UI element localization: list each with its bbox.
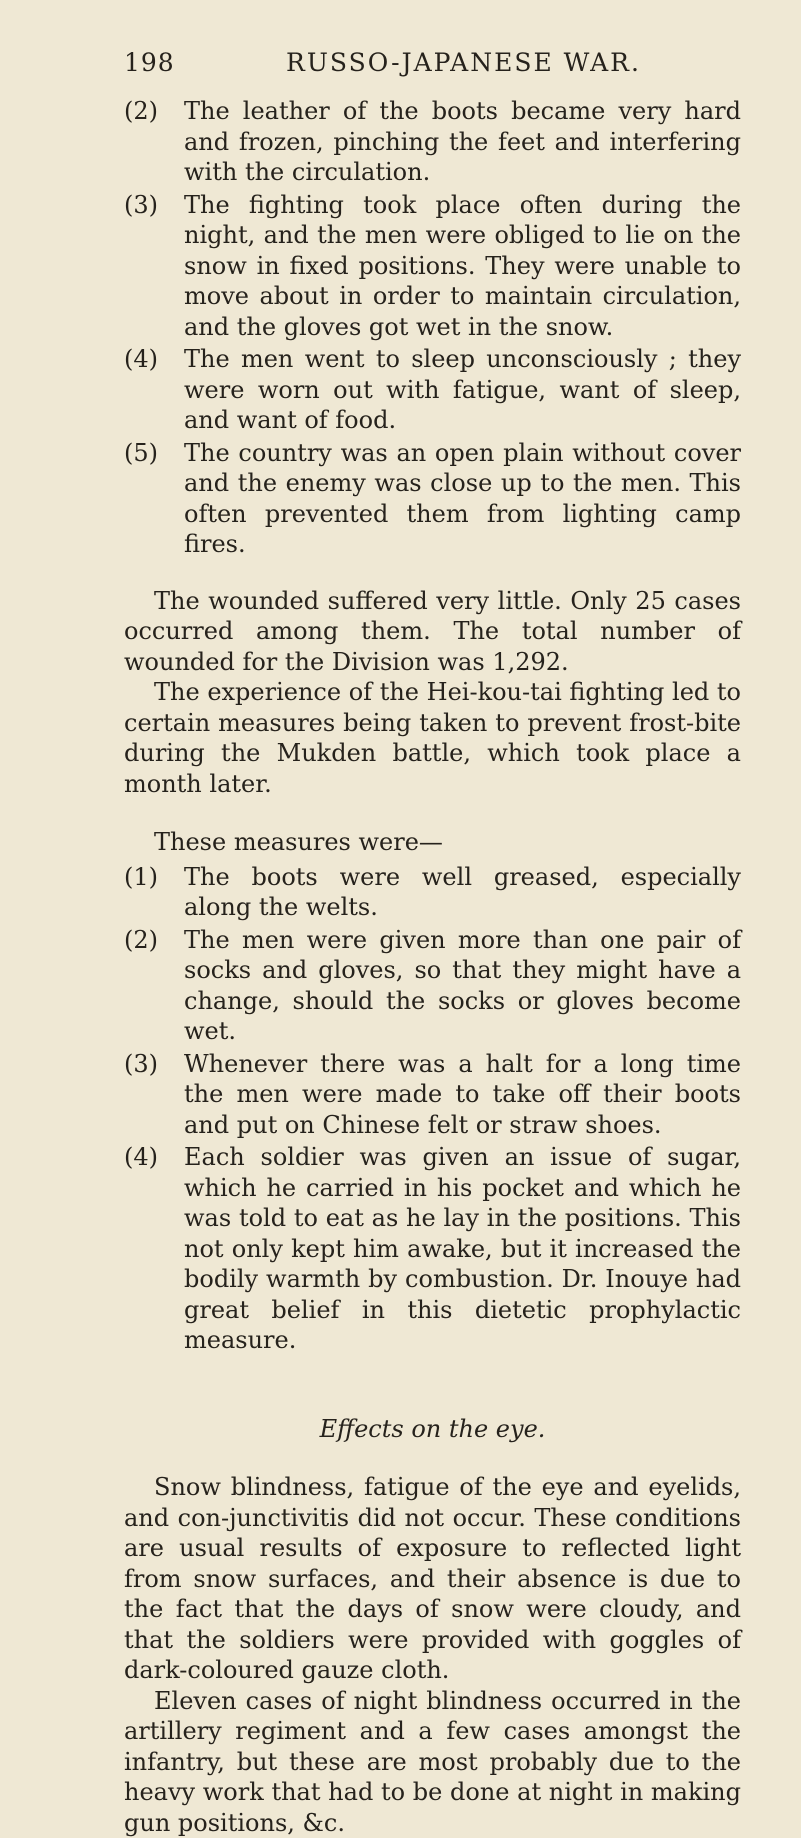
paragraph: Eleven cases of night blindness occurred in the artillery regiment and a few cases amongst the infantry, but these are most probably due to the heavy work that had to be done at night in making gun positions, &c. [124, 1686, 741, 1838]
list-item [124, 96, 741, 188]
item-number: (4) [124, 1142, 158, 1173]
list-item [124, 438, 741, 560]
item-text: The men were given more than one pair of socks and gloves, so that they might have a change, should the socks or gloves become wet. [184, 926, 741, 1046]
item-text: The fighting took place often during the night, and the men were obliged to lie on the snow in fixed positions. They were unable to move about in order to maintain circulation, and the gloves got wet in the snow. [184, 191, 741, 341]
item-text: The boots were well greased, especially along the welts. [184, 863, 741, 922]
cause-list [124, 96, 741, 560]
item-text: The men went to sleep unconsciously ; they were worn out with fatigue, want of sleep, and want of food. [184, 345, 741, 434]
item-text: Whenever there was a halt for a long time the men were made to take off their boots and put on Chinese felt or straw shoes. [184, 1050, 741, 1139]
item-number: (2) [124, 925, 158, 956]
page-number: 198 [124, 48, 175, 77]
item-number: (4) [124, 344, 158, 375]
list-item [124, 344, 741, 436]
paragraph: The wounded suffered very little. Only 25 cases occurred among them. The total number of wounded for the Division was 1,292. [124, 586, 741, 678]
paragraph: The experience of the Hei-kou-tai fighting led to certain measures being taken to prevent frost-bite during the Mukden battle, which took place a month later. [124, 677, 741, 799]
list-item [124, 925, 741, 1047]
section-heading: Effects on the eye. [124, 1414, 741, 1445]
item-text: The leather of the boots became very hard and frozen, pinching the feet and interfering with the circulation. [184, 97, 741, 186]
measures-list [124, 862, 741, 1356]
item-number: (1) [124, 862, 158, 893]
measures-lead: These measures were— [124, 827, 741, 858]
list-item [124, 862, 741, 923]
item-text: The country was an open plain without cover and the enemy was close up to the men. This often prevented them from lighting camp fires. [184, 439, 741, 559]
item-number: (5) [124, 438, 158, 469]
list-item [124, 1142, 741, 1356]
list-item [124, 1049, 741, 1141]
item-text: Each soldier was given an issue of sugar, which he carried in his pocket and which he was told to eat as he lay in the positions. This not only kept him awake, but it increased the bodily warmth by combustion. Dr. Inouye had great belief in this dietetic prophylactic measure. [184, 1143, 741, 1354]
body-text [124, 96, 741, 1838]
list-item [124, 190, 741, 343]
item-number: (2) [124, 96, 158, 127]
item-number: (3) [124, 190, 158, 221]
running-title: RUSSO-JAPANESE WAR. [286, 48, 641, 77]
item-number: (3) [124, 1049, 158, 1080]
paragraph: Snow blindness, fatigue of the eye and eyelids, and con-junctivitis did not occur. These conditions are usual results of exposure to reflected light from snow surfaces, and their absence is due to the fact that the days of snow were cloudy, and that the soldiers were provided with goggles of dark-coloured gauze cloth. [124, 1472, 741, 1686]
